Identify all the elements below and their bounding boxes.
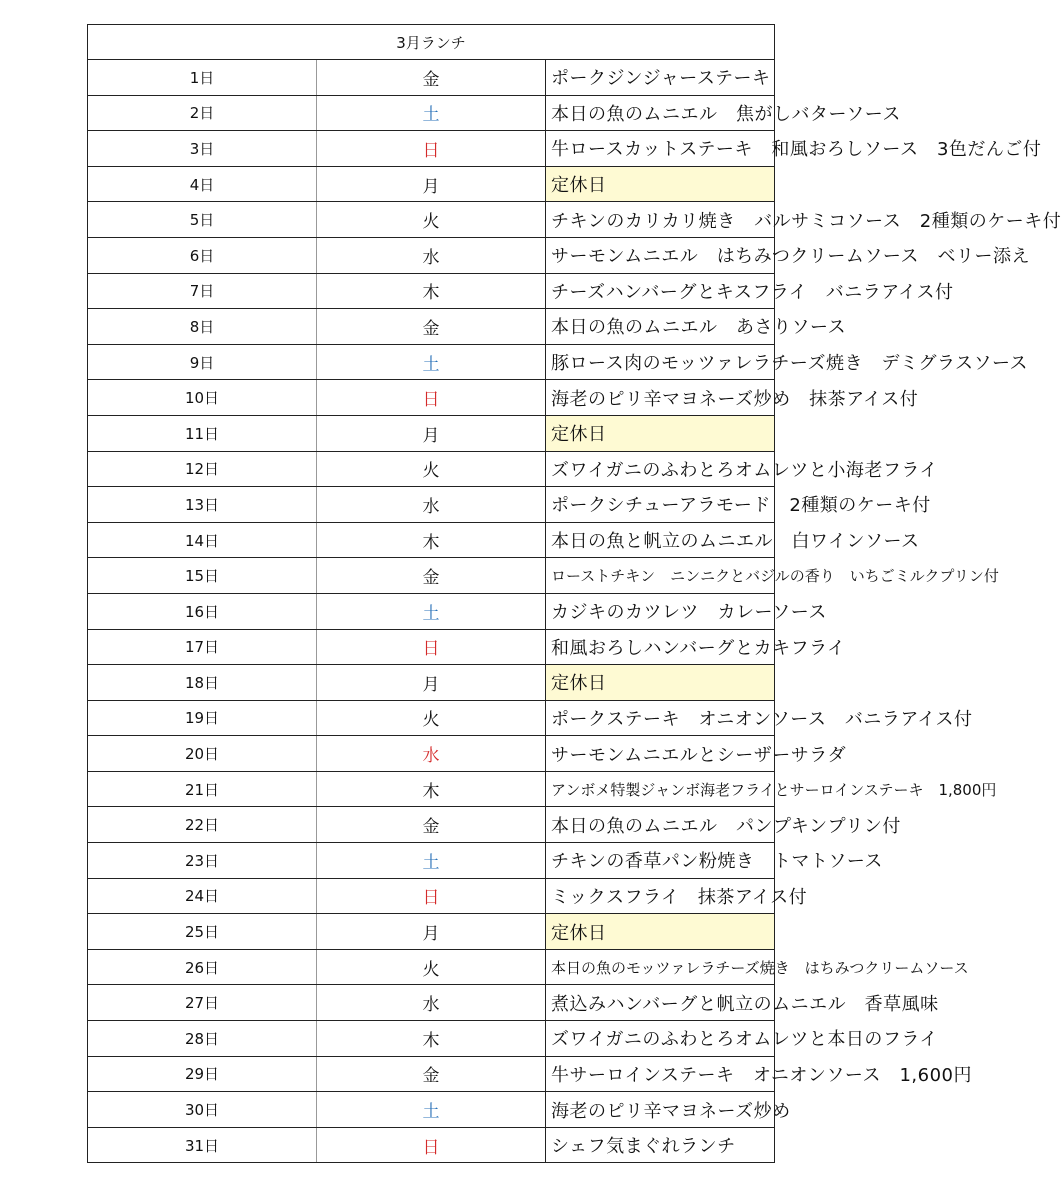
menu-row — [88, 700, 775, 736]
menu-dish: 豚ロース肉のモッツァレラチーズ焼き デミグラスソース — [546, 344, 775, 380]
menu-row — [88, 131, 775, 167]
menu-row — [88, 202, 775, 238]
menu-date: 22日 — [88, 807, 317, 843]
menu-date: 23日 — [88, 843, 317, 879]
menu-weekday: 木 — [317, 1021, 546, 1057]
menu-weekday: 金 — [317, 1056, 546, 1092]
menu-weekday: 月 — [317, 665, 546, 701]
menu-date: 6日 — [88, 237, 317, 273]
menu-date: 31日 — [88, 1127, 317, 1163]
lunch-menu-table — [87, 24, 1061, 1163]
menu-weekday: 水 — [317, 736, 546, 772]
menu-row-closed — [88, 415, 775, 451]
menu-dish: アンボメ特製ジャンボ海老フライとサーロインステーキ 1,800円 — [546, 771, 775, 807]
menu-row — [88, 949, 775, 985]
menu-weekday: 土 — [317, 843, 546, 879]
menu-weekday: 火 — [317, 451, 546, 487]
menu-weekday: 土 — [317, 95, 546, 131]
menu-row — [88, 95, 775, 131]
menu-row — [88, 380, 775, 416]
menu-date: 19日 — [88, 700, 317, 736]
menu-weekday: 日 — [317, 1127, 546, 1163]
menu-dish: チキンの香草パン粉焼き トマトソース — [546, 843, 775, 879]
menu-date: 1日 — [88, 60, 317, 96]
menu-date: 28日 — [88, 1021, 317, 1057]
menu-weekday: 火 — [317, 949, 546, 985]
menu-date: 14日 — [88, 522, 317, 558]
menu-row — [88, 843, 775, 879]
menu-dish: ミックスフライ 抹茶アイス付 — [546, 878, 775, 914]
menu-date: 9日 — [88, 344, 317, 380]
menu-closed-label: 定休日 — [546, 914, 775, 950]
menu-dish: 海老のピリ辛マヨネーズ炒め — [546, 1092, 775, 1128]
menu-closed-label: 定休日 — [546, 665, 775, 701]
menu-dish: 本日の魚と帆立のムニエル 白ワインソース — [546, 522, 775, 558]
menu-dish: 牛サーロインステーキ オニオンソース 1,600円 — [546, 1056, 775, 1092]
menu-row-closed — [88, 166, 775, 202]
menu-row — [88, 451, 775, 487]
menu-weekday: 金 — [317, 807, 546, 843]
menu-weekday: 火 — [317, 202, 546, 238]
menu-row — [88, 237, 775, 273]
menu-weekday: 水 — [317, 237, 546, 273]
menu-date: 15日 — [88, 558, 317, 594]
menu-date: 7日 — [88, 273, 317, 309]
menu-weekday: 木 — [317, 771, 546, 807]
menu-date: 11日 — [88, 415, 317, 451]
menu-dish: ポークジンジャーステーキ — [546, 60, 775, 96]
menu-row — [88, 273, 775, 309]
menu-date: 21日 — [88, 771, 317, 807]
menu-row-closed — [88, 665, 775, 701]
menu-dish: カジキのカツレツ カレーソース — [546, 593, 775, 629]
menu-weekday: 土 — [317, 593, 546, 629]
menu-row — [88, 309, 775, 345]
menu-dish: ローストチキン ニンニクとバジルの香り いちごミルクプリン付 — [546, 558, 775, 594]
menu-date: 4日 — [88, 166, 317, 202]
menu-date: 24日 — [88, 878, 317, 914]
menu-weekday: 日 — [317, 380, 546, 416]
menu-weekday: 土 — [317, 344, 546, 380]
menu-row — [88, 1092, 775, 1128]
menu-weekday: 月 — [317, 415, 546, 451]
menu-dish: 本日の魚のモッツァレラチーズ焼き はちみつクリームソース — [546, 949, 775, 985]
menu-row — [88, 522, 775, 558]
menu-dish: ズワイガニのふわとろオムレツと本日のフライ — [546, 1021, 775, 1057]
menu-dish: サーモンムニエルとシーザーサラダ — [546, 736, 775, 772]
menu-date: 8日 — [88, 309, 317, 345]
menu-row — [88, 629, 775, 665]
menu-weekday: 水 — [317, 487, 546, 523]
menu-weekday: 金 — [317, 558, 546, 594]
menu-row — [88, 878, 775, 914]
menu-date: 20日 — [88, 736, 317, 772]
menu-dish: 煮込みハンバーグと帆立のムニエル 香草風味 — [546, 985, 775, 1021]
menu-weekday: 日 — [317, 878, 546, 914]
menu-dish: 和風おろしハンバーグとカキフライ — [546, 629, 775, 665]
menu-title: 3月ランチ — [88, 25, 775, 60]
menu-weekday: 木 — [317, 273, 546, 309]
menu-date: 13日 — [88, 487, 317, 523]
menu-row — [88, 736, 775, 772]
menu-weekday: 月 — [317, 914, 546, 950]
menu-closed-label: 定休日 — [546, 415, 775, 451]
menu-date: 2日 — [88, 95, 317, 131]
menu-dish: シェフ気まぐれランチ — [546, 1127, 775, 1163]
menu-date: 17日 — [88, 629, 317, 665]
lunch-menu-body — [88, 25, 1061, 1163]
menu-date: 16日 — [88, 593, 317, 629]
menu-row — [88, 344, 775, 380]
menu-date: 29日 — [88, 1056, 317, 1092]
menu-row — [88, 487, 775, 523]
menu-date: 10日 — [88, 380, 317, 416]
menu-dish: ポークステーキ オニオンソース バニラアイス付 — [546, 700, 775, 736]
menu-row — [88, 1056, 775, 1092]
menu-dish: ズワイガニのふわとろオムレツと小海老フライ — [546, 451, 775, 487]
menu-weekday: 日 — [317, 629, 546, 665]
menu-dish: サーモンムニエル はちみつクリームソース ベリー添え — [546, 237, 775, 273]
menu-dish: ポークシチューアラモード 2種類のケーキ付 — [546, 487, 775, 523]
menu-weekday: 火 — [317, 700, 546, 736]
menu-row-closed — [88, 914, 775, 950]
menu-closed-label: 定休日 — [546, 166, 775, 202]
menu-weekday: 月 — [317, 166, 546, 202]
menu-dish: 海老のピリ辛マヨネーズ炒め 抹茶アイス付 — [546, 380, 775, 416]
menu-weekday: 水 — [317, 985, 546, 1021]
menu-weekday: 木 — [317, 522, 546, 558]
menu-date: 18日 — [88, 665, 317, 701]
menu-weekday: 金 — [317, 60, 546, 96]
menu-date: 30日 — [88, 1092, 317, 1128]
menu-date: 27日 — [88, 985, 317, 1021]
menu-dish: チキンのカリカリ焼き バルサミコソース 2種類のケーキ付 — [546, 202, 775, 238]
menu-row — [88, 558, 775, 594]
menu-date: 3日 — [88, 131, 317, 167]
menu-title-row — [88, 25, 775, 60]
menu-date: 5日 — [88, 202, 317, 238]
menu-row — [88, 60, 775, 96]
menu-row — [88, 1021, 775, 1057]
menu-dish: 本日の魚のムニエル パンプキンプリン付 — [546, 807, 775, 843]
menu-dish: 本日の魚のムニエル あさりソース — [546, 309, 775, 345]
menu-row — [88, 771, 775, 807]
menu-weekday: 日 — [317, 131, 546, 167]
menu-date: 12日 — [88, 451, 317, 487]
menu-weekday: 金 — [317, 309, 546, 345]
menu-dish: 牛ロースカットステーキ 和風おろしソース 3色だんご付 — [546, 131, 775, 167]
menu-row — [88, 807, 775, 843]
menu-date: 25日 — [88, 914, 317, 950]
menu-dish: 本日の魚のムニエル 焦がしバターソース — [546, 95, 775, 131]
menu-row — [88, 1127, 775, 1163]
menu-weekday: 土 — [317, 1092, 546, 1128]
menu-row — [88, 985, 775, 1021]
menu-dish: チーズハンバーグとキスフライ バニラアイス付 — [546, 273, 775, 309]
menu-row — [88, 593, 775, 629]
menu-date: 26日 — [88, 949, 317, 985]
